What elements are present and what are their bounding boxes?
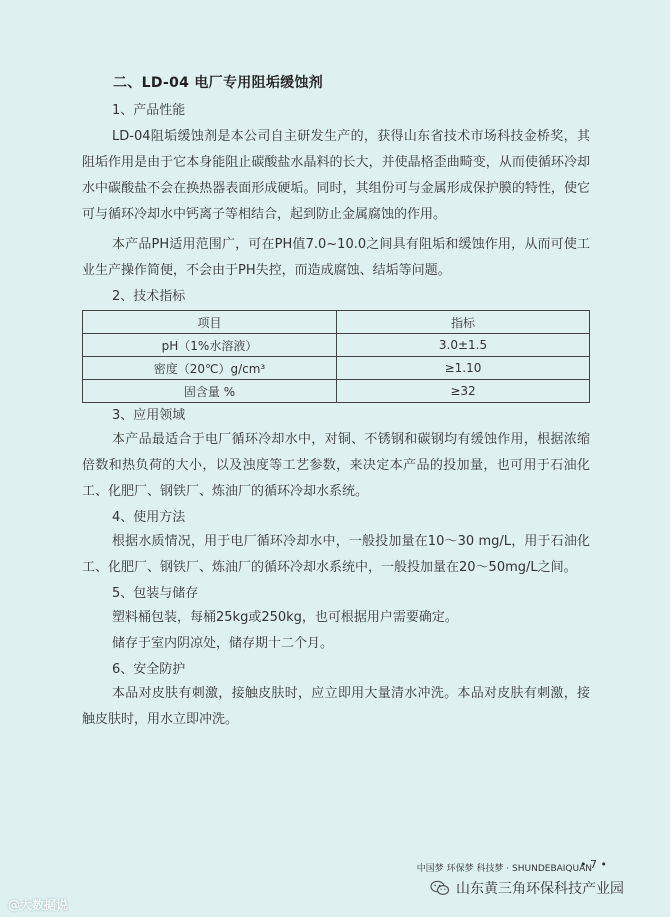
table-row: [83, 357, 590, 380]
wechat-icon: [430, 880, 450, 896]
section-title-specs: 2、技术指标: [112, 289, 186, 304]
table-header-cell: 指标: [337, 311, 590, 334]
table-row: [83, 380, 590, 403]
watermark-left: @大数据说: [8, 898, 69, 912]
table-cell: ≥32: [337, 380, 590, 403]
section-heading: 二、LD-04 电厂专用阻垢缓蚀剂: [113, 75, 324, 91]
table-row: [83, 334, 590, 357]
paragraph-packaging-1: 塑料桶包装，每桶25kg或250kg，也可根据用户需要确定。: [112, 610, 458, 625]
watermark-right-text: 山东黄三角环保科技产业园: [456, 881, 624, 897]
page-number: • 7 •: [580, 858, 607, 871]
section-title-packaging: 5、包装与储存: [112, 586, 199, 601]
spec-table: [82, 310, 590, 403]
paragraph-usage: 根据水质情况，用于电厂循环冷却水中，一般投加量在10～30 mg/L，用于石油化工、化肥厂、钢铁厂、炼油厂的循环冷却水系统中，一般投加量在20～50mg/L之间。: [82, 534, 590, 575]
section-title-usage: 4、使用方法: [112, 510, 186, 525]
table-cell: 密度（20℃）g/cm³: [83, 357, 337, 380]
watermark-right: [430, 878, 624, 898]
section-title-safety: 6、安全防护: [112, 662, 186, 677]
paragraph-performance-2: 本产品PH适用范围广，可在PH值7.0~10.0之间具有阻垢和缓蚀作用，从而可使工业生产操作简便，不会由于PH失控，而造成腐蚀、结垢等问题。: [82, 237, 590, 278]
paragraph-safety: 本品对皮肤有刺激，接触皮肤时，应立即用大量清水冲洗。本品对皮肤有刺激，接触皮肤时，用水立即冲洗。: [82, 686, 590, 727]
table-header-row: [83, 311, 590, 334]
table-cell: ≥1.10: [337, 357, 590, 380]
section-title-performance: 1、产品性能: [112, 103, 186, 118]
table-cell: 3.0±1.5: [337, 334, 590, 357]
paragraph-application: 本产品最适合于电厂循环冷却水中，对铜、不锈钢和碳钢均有缓蚀作用，根据浓缩倍数和热负荷的大小，以及浊度等工艺参数，来决定本产品的投加量，也可用于石油化工、化肥厂、钢铁厂、炼油厂的循环冷却水系统。: [82, 432, 590, 499]
table-cell: pH（1%水溶液）: [83, 334, 337, 357]
footer-slogan: 中国梦 环保梦 科技梦 · SHUNDEBAIQUAN: [416, 864, 592, 874]
paragraph-packaging-2: 储存于室内阴凉处，储存期十二个月。: [112, 636, 334, 651]
paragraph-performance-1: LD-04阻垢缓蚀剂是本公司自主研发生产的，获得山东省技术市场科技金桥奖，其阻垢作用是由于它本身能阻止碳酸盐水晶料的长大，并使晶格歪曲畸变，从而使循环冷却水中碳酸盐不会在换热器表面形成硬垢。同时，其组份可与金属形成保护膜的特性，使它可与循环冷却水中钙离子等相结合，起到防止金属腐蚀的作用。: [82, 129, 590, 222]
table-cell: 固含量 %: [83, 380, 337, 403]
section-title-application: 3、应用领域: [112, 408, 186, 423]
content-body: [82, 100, 590, 733]
table-header-cell: 项目: [83, 311, 337, 334]
